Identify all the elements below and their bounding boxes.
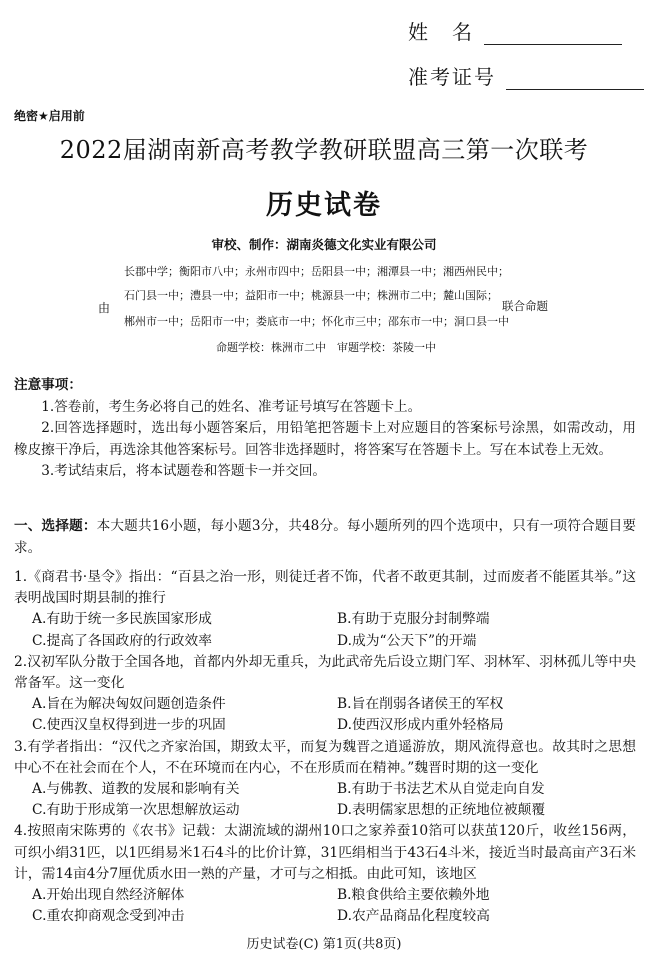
option-c: C.提高了各国政府的行政效率 (32, 632, 213, 649)
notes-heading: 注意事项： (14, 377, 82, 393)
notes-block (14, 375, 636, 483)
option-b: B.旨在削弱各诸侯王的军权 (337, 696, 504, 713)
option-b: B.有助于克服分封制弊端 (337, 611, 490, 628)
option-b: B.有助于书法艺术从自觉走向自发 (337, 781, 545, 798)
schools-prefix: 由 (98, 301, 111, 315)
option-c: C.有助于形成第一次思想解放运动 (32, 802, 240, 819)
option-a: A.开始出现自然经济解体 (32, 887, 185, 904)
question-4 (14, 821, 636, 927)
option-c: C.重农抑商观念受到冲击 (32, 908, 185, 925)
question-3 (14, 737, 636, 822)
option-a: A.与佛教、道教的发展和影响有关 (32, 781, 240, 798)
option-d: D.表明儒家思想的正统地位被颠覆 (337, 802, 546, 819)
name-field (408, 16, 622, 45)
section-label: 一、选择题： (14, 518, 97, 534)
questions-list (14, 567, 636, 927)
note-item: 1.答卷前，考生务必将自己的姓名、准考证号填写在答题卡上。 (41, 398, 422, 415)
schools-line-2: 石门县一中；澧县一中；益阳市一中；桃源县一中；株洲市二中；麓山国际； (124, 289, 498, 302)
schools-line-3: 郴州市一中；岳阳市一中；娄底市一中；怀化市三中；邵东市一中；洞口县一中 (124, 315, 509, 328)
section-header (14, 516, 636, 559)
exam-title: 2022届湖南新高考教学教研联盟高三第一次联考 (59, 136, 589, 164)
producer-line: 审校、制作：湖南炎德文化实业有限公司 (211, 237, 437, 252)
section-instructions: 本大题共16小题，每小题3分，共48分。每小题所列的四个选项中，只有一项符合题目要求。 (14, 518, 637, 556)
option-a: A.旨在为解决匈奴问题创造条件 (32, 696, 226, 713)
subject-title: 历史试卷 (266, 190, 382, 221)
note-item: 2.回答选择题时，选出每小题答案后，用铅笔把答题卡上对应题目的答案标号涂黑，如需改动，用橡皮擦干净后，再选涂其他答案标号。回答非选择题时，将答案写在答题卡上。写在本试卷上无效。 (14, 420, 636, 458)
option-d: D.成为“公天下”的开端 (337, 632, 477, 649)
note-item: 3.考试结束后，将本试题卷和答题卡一并交回。 (41, 463, 327, 479)
exam-number-label: 准考证号 (408, 65, 496, 89)
question-1 (14, 567, 636, 652)
option-c: C.使西汉皇权得到进一步的巩固 (32, 717, 226, 734)
exam-number-underline (506, 67, 644, 90)
question-stem: 1.《商君书·垦令》指出：“百县之治一形，则徒迁者不饰，代者不敢更其制，过而废者不能匿其举。”这表明战国时期县制的推行 (14, 569, 636, 607)
exam-number-field (408, 61, 644, 90)
schools-block (98, 260, 568, 360)
option-d: D.农产品商品化程度较高 (337, 908, 490, 925)
question-2 (14, 652, 636, 737)
schools-line-1: 长郡中学；衡阳市八中；永州市四中；岳阳县一中；湘潭县一中；湘西州民中； (124, 265, 509, 278)
name-underline (484, 22, 622, 45)
question-stem: 3.有学者指出：“汉代之齐家治国，期致太平，而复为魏晋之逍遥游放，期风流得意也。故其时之思想中心不在社会而在个人，不在环境而在内心，不在形质而在精神。”魏晋时期的这一变化 (14, 738, 636, 776)
page-footer: 历史试卷(C) 第1页(共8页) (246, 937, 402, 952)
question-stem: 4.按照南宋陈旉的《农书》记载：太湖流域的湖州10口之家养蚕10箔可以获茧120斤，收丝156两，可织小绢31匹，以1匹绢易米1石4斗的比价计算，31匹绢相当于43石4斗米，接近当时最高亩产3石米计，需14亩4分7厘优质水田一熟的产量，才可与之相抵。由此可知，该地区 (14, 823, 636, 882)
name-label: 姓 名 (408, 20, 474, 44)
option-a: A.有助于统一多民族国家形成 (32, 611, 212, 628)
schools-line-4: 命题学校：株洲市二中 审题学校：茶陵一中 (216, 341, 436, 354)
secret-mark: 绝密★启用前 (14, 109, 85, 123)
option-d: D.使西汉形成内重外轻格局 (337, 717, 504, 734)
question-stem: 2.汉初军队分散于全国各地，首都内外却无重兵，为此武帝先后设立期门军、羽林军、羽林孤儿等中央常备军。这一变化 (14, 653, 636, 692)
option-b: B.粮食供给主要依赖外地 (337, 887, 490, 904)
schools-suffix: 联合命题 (502, 299, 548, 313)
